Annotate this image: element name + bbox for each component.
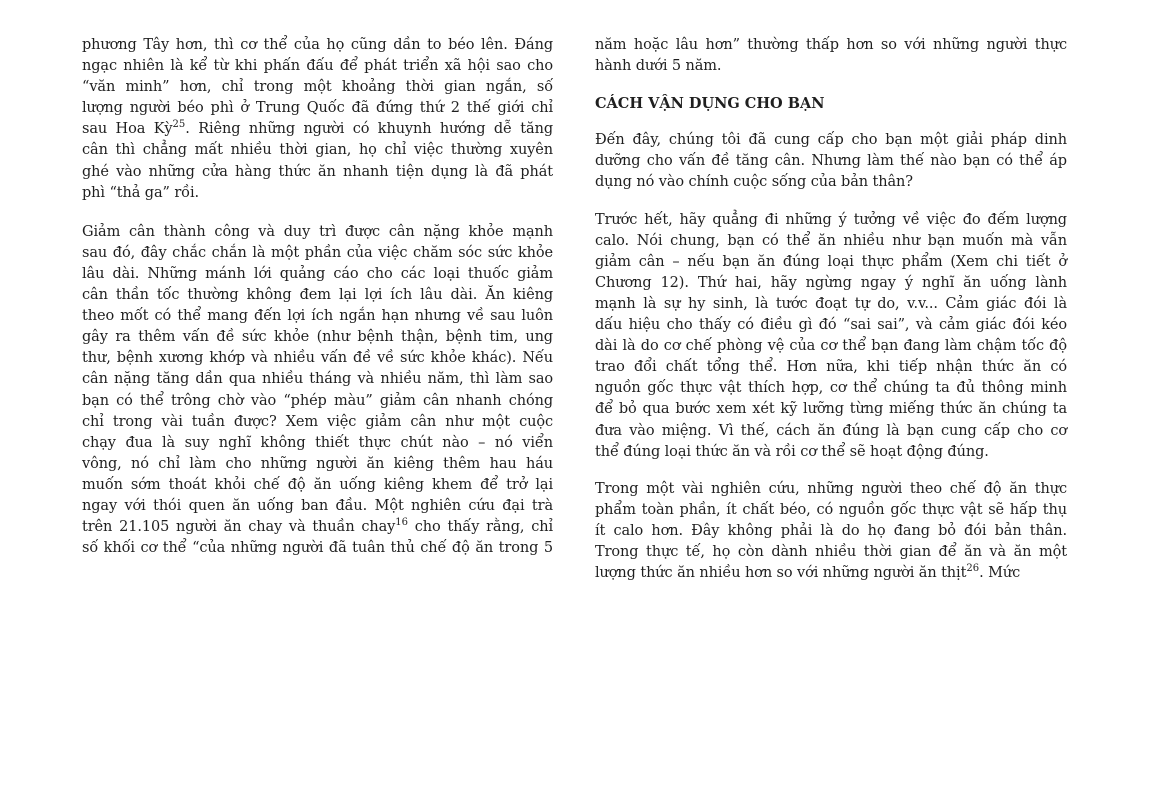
text-line: cân thần tốc thường không đem lại lợi ích lâu dài. Ăn kiêng: [82, 287, 553, 304]
text-line: đưa vào miệng. Vì thế, cách ăn đúng là bạn cung cấp cho cơ: [595, 422, 1067, 439]
text-segment: lượng thức ăn nhiều hơn so với những người ăn thịt: [595, 565, 967, 582]
footnote-reference: 25: [172, 119, 186, 131]
text-line: năm hoặc lâu hơn” thường thấp hơn so với những người thực: [595, 37, 1067, 53]
paragraph: [595, 210, 1067, 463]
text-line: muốn sớm thoát khỏi chế độ ăn uống kiêng khem để trở lại: [82, 476, 553, 493]
text-line: để bỏ qua bước xem xét kỹ lưỡng từng miếng thức ăn chúng ta: [595, 401, 1067, 418]
text-line: ghé vào những cửa hàng thức ăn nhanh tiện dụng là đã phát: [82, 163, 553, 180]
text-line: sau đó, đây chắc chắn là một phần của việc chăm sóc sức khỏe: [82, 244, 553, 261]
text-line: mạnh là sự hy sinh, là tước đoạt tự do, v.v... Cảm giác đói là: [595, 295, 1067, 312]
text-line: “văn minh” hơn, chỉ trong một khoảng thời gian ngắn, số: [82, 79, 553, 96]
text-line: hành dưới 5 năm.: [595, 58, 722, 75]
text-line: dài là do cơ chế phòng vệ của cơ thể bạn đang làm chậm tốc độ: [595, 338, 1067, 355]
text-segment: cho thấy rằng, chỉ: [407, 519, 553, 536]
text-line: thư, bệnh xương khớp và nhiều vấn đề về sức khỏe khác). Nếu: [82, 350, 553, 367]
text-line: giảm cân – nếu bạn ăn đúng loại thực phẩm (Xem chi tiết ở: [595, 253, 1067, 270]
text-line: [82, 517, 553, 538]
text-line: nguồn gốc thực vật thích hợp, cơ thể chúng ta đủ thông minh: [595, 380, 1067, 397]
right-column: [595, 35, 1067, 600]
text-line: bạn có thể trông chờ vào “phép màu” giảm cân nhanh chóng: [82, 392, 553, 409]
text-line: [82, 119, 553, 140]
text-line: calo. Nói chung, bạn có thể ăn nhiều như bạn muốn mà vẫn: [595, 232, 1067, 249]
text-line: ngay với thói quen ăn uống ban đầu. Một nghiên cứu đại trà: [82, 497, 553, 514]
paragraph: [595, 479, 1067, 584]
text-line: chỉ trong vài tuần được? Xem việc giảm cân như một cuộc: [82, 413, 553, 430]
text-line: dụng nó vào chính cuộc sống của bản thân?: [595, 174, 913, 191]
paragraph: [595, 35, 1067, 77]
text-line: ngạc nhiên là kể từ khi phấn đấu để phát triển xã hội sao cho: [82, 58, 553, 75]
text-line: chạy đua là suy nghĩ không thiết thực chút nào – nó viển: [82, 434, 553, 451]
text-line: phương Tây hơn, thì cơ thể của họ cũng dần to béo lên. Đáng: [82, 37, 553, 53]
text-segment: . Riêng những người có khuynh hướng dễ tăng: [185, 121, 553, 138]
footnote-reference: 16: [395, 517, 408, 529]
left-column: [82, 35, 553, 575]
text-line: cân nặng tăng dần qua nhiều tháng và nhiều năm, thì làm sao: [82, 371, 553, 388]
section-heading: CÁCH VẬN DỤNG CHO BẠN: [595, 95, 825, 113]
text-segment: trên 21.105 người ăn chay và thuần chay: [82, 519, 396, 536]
text-line: ít calo hơn. Đây không phải là do họ đang bỏ đói bản thân.: [595, 522, 1067, 539]
text-line: theo mốt có thể mang đến lợi ích ngắn hạn nhưng về sau luôn: [82, 308, 553, 325]
text-line: Đến đây, chúng tôi đã cung cấp cho bạn một giải pháp dinh: [595, 132, 1067, 149]
text-segment: . Mức: [979, 565, 1021, 582]
text-line: vông, nó chỉ làm cho những người ăn kiêng thêm hau háu: [82, 455, 553, 472]
footnote-reference: 26: [966, 563, 980, 575]
text-line: dấu hiệu cho thấy có điều gì đó “sai sai”, và cảm giác đói kéo: [595, 317, 1067, 334]
text-line: trao đổi chất tổng thể. Hơn nữa, khi tiếp nhận thức ăn có: [595, 359, 1067, 376]
paragraph: [82, 222, 553, 560]
text-line: lượng người béo phì ở Trung Quốc đã đứng thứ 2 thế giới chỉ: [82, 100, 553, 117]
text-line: Trong thực tế, họ còn dành nhiều thời gian để ăn và ăn một: [595, 543, 1067, 560]
text-line: dưỡng cho vấn đề tăng cân. Nhưng làm thế nào bạn có thể áp: [595, 153, 1067, 170]
text-line: thể đúng loại thức ăn và rồi cơ thể sẽ hoạt động đúng.: [595, 443, 989, 460]
text-line: Chương 12). Thứ hai, hãy ngừng ngay ý nghĩ ăn uống lành: [595, 274, 1067, 291]
paragraph: [82, 35, 553, 204]
text-line: cân thì chẳng mất nhiều thời gian, họ chỉ việc thường xuyên: [82, 142, 553, 159]
text-line: gây ra thêm vấn đề sức khỏe (như bệnh thận, bệnh tim, ung: [82, 329, 553, 346]
paragraph: [595, 130, 1067, 193]
text-line: Trong một vài nghiên cứu, những người theo chế độ ăn thực: [595, 480, 1067, 497]
text-line: Trước hết, hãy quẳng đi những ý tưởng về việc đo đếm lượng: [595, 211, 1067, 228]
text-line: phì “thả ga” rồi.: [82, 184, 199, 201]
text-line: Giảm cân thành công và duy trì được cân nặng khỏe mạnh: [82, 223, 553, 240]
text-segment: sau Hoa Kỳ: [82, 121, 173, 138]
text-line: số khối cơ thể “của những người đã tuân thủ chế độ ăn trong 5: [82, 540, 553, 557]
text-line: [595, 563, 1067, 584]
text-line: phẩm toàn phần, ít chất béo, có nguồn gốc thực vật sẽ hấp thụ: [595, 501, 1067, 518]
text-line: lâu dài. Những mánh lới quảng cáo cho các loại thuốc giảm: [82, 265, 553, 282]
